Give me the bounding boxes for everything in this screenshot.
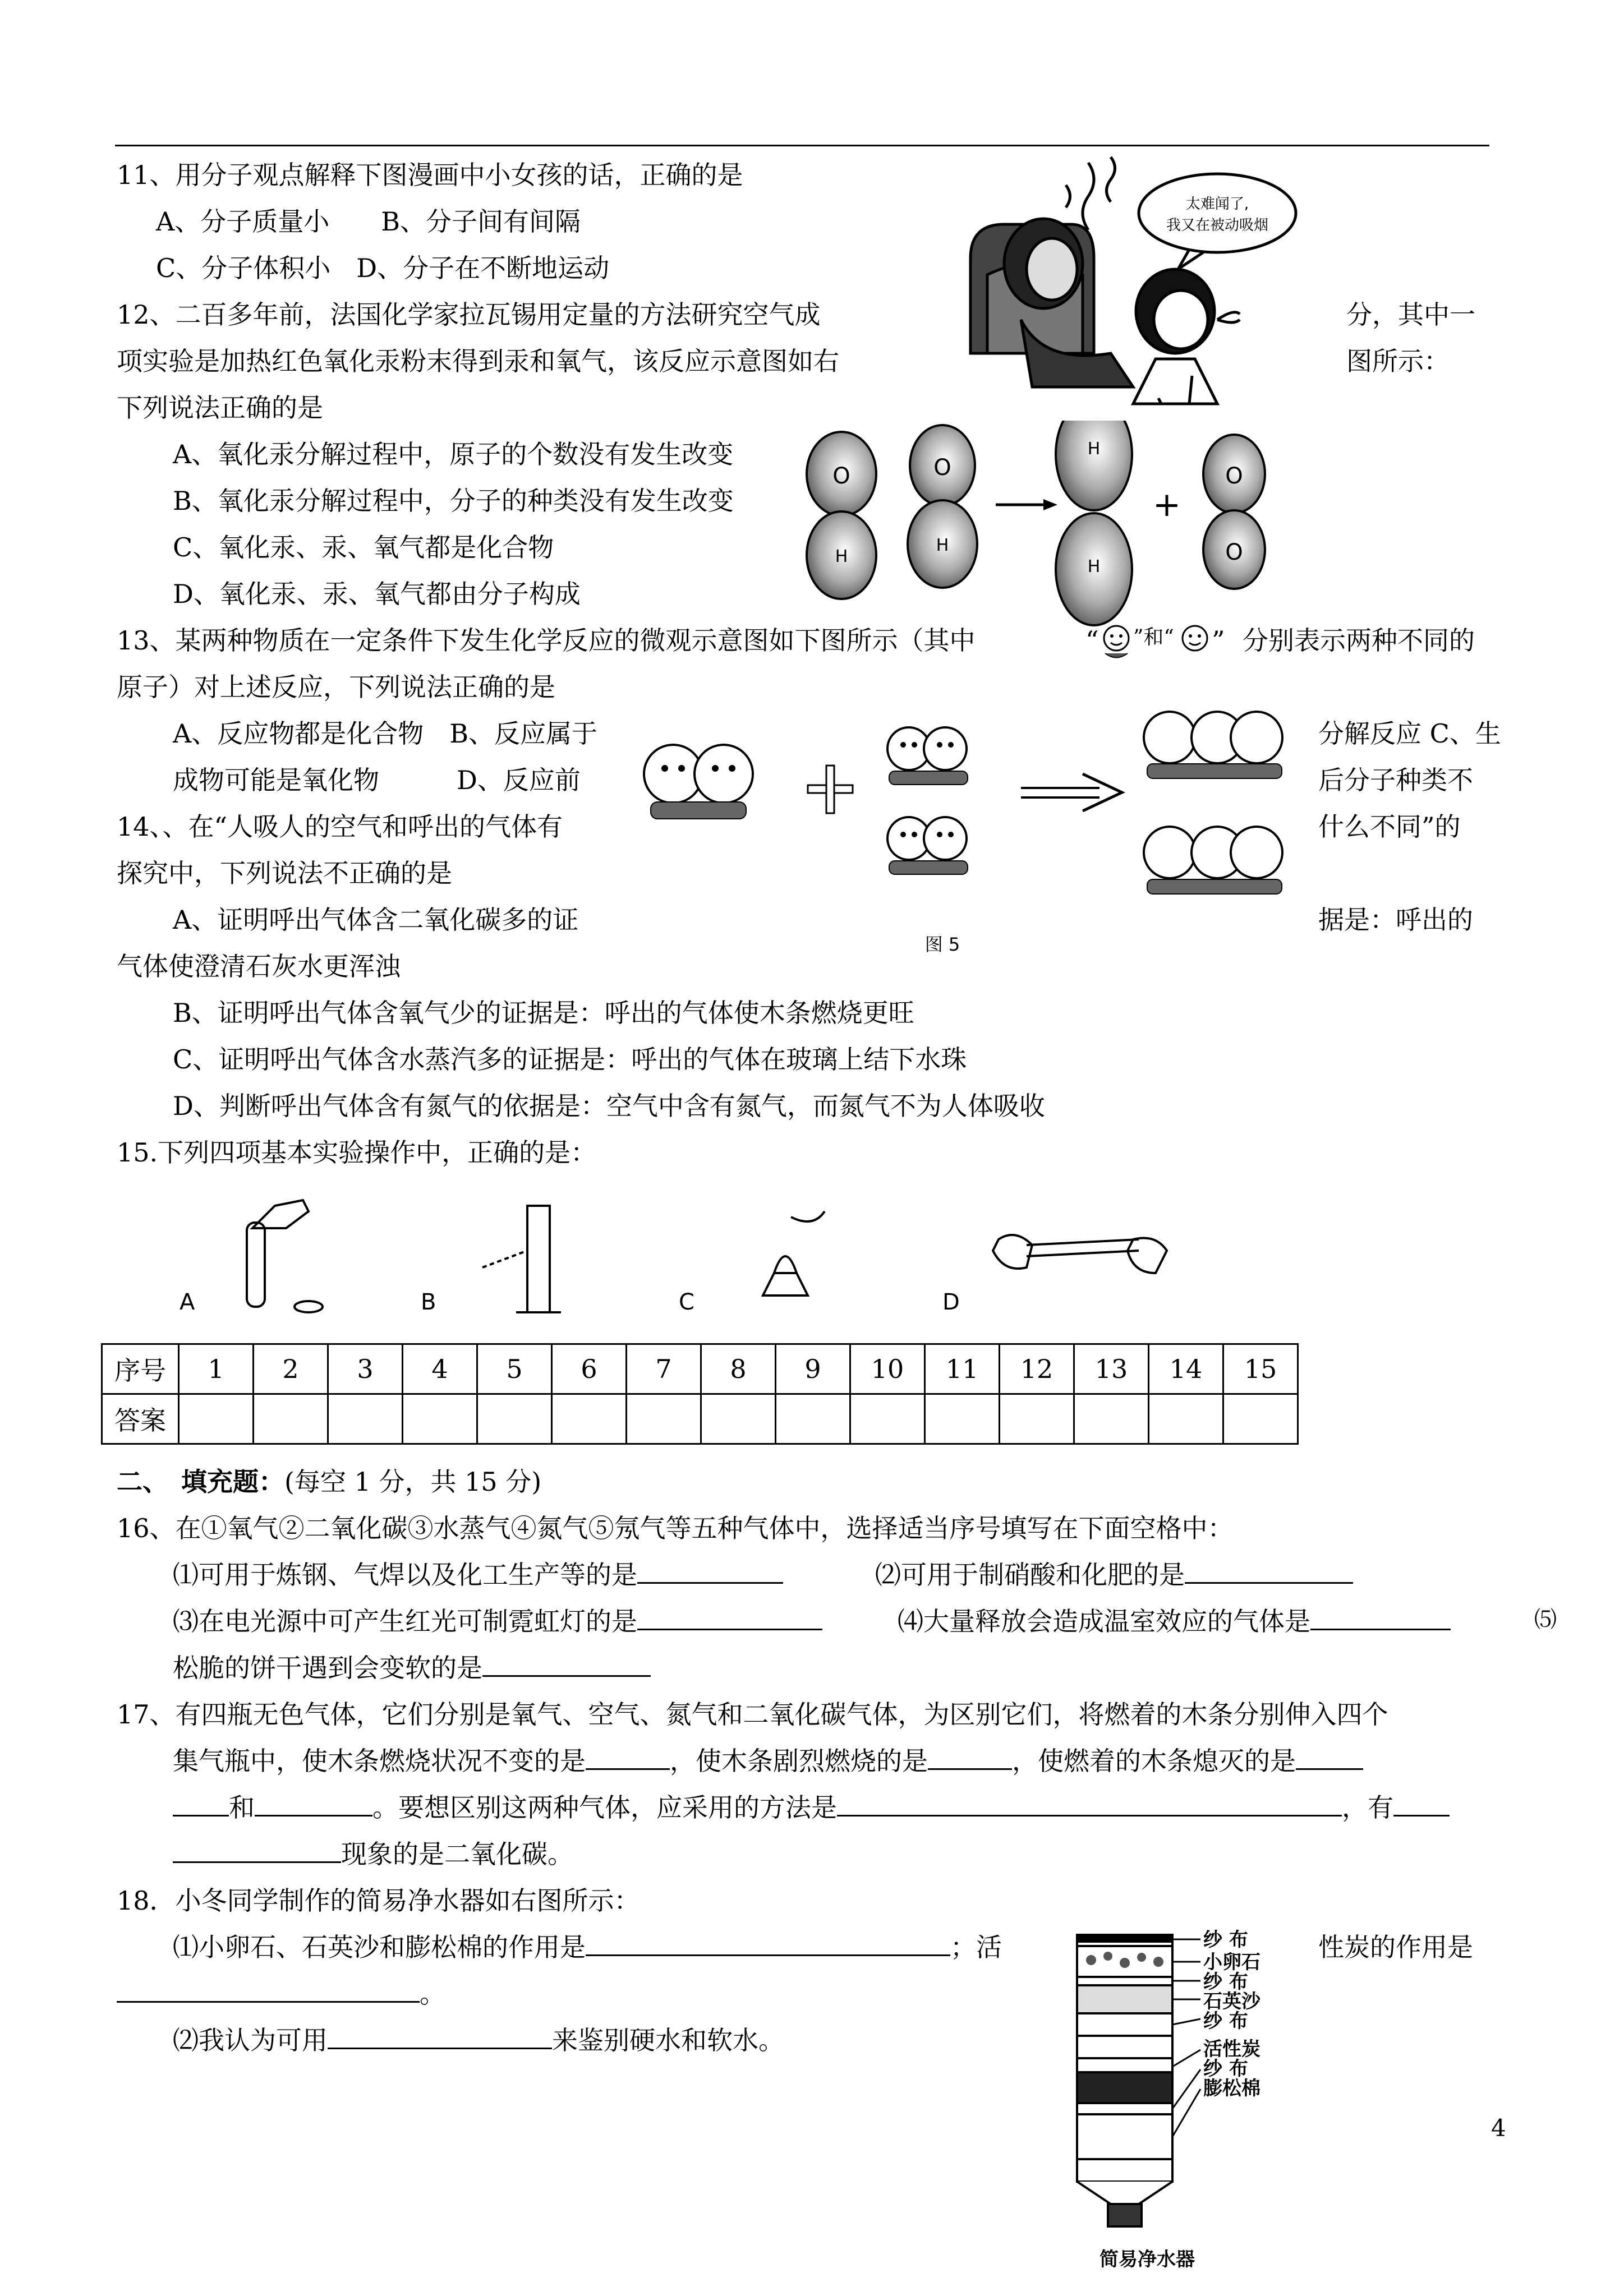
table-num: 8 xyxy=(701,1344,776,1394)
q14-stem-line2: 探究中，下列说法不正确的是 xyxy=(117,858,452,888)
answer-cell[interactable] xyxy=(701,1394,776,1444)
answer-cell[interactable] xyxy=(1149,1394,1223,1444)
filter-label: 石英沙 xyxy=(1203,1990,1260,2013)
answer-cell[interactable] xyxy=(1223,1394,1298,1444)
q14-option-d: D、判断呼出气体含有氮气的依据是：空气中含有氮气，而氮气不为人体吸收 xyxy=(173,1091,1045,1121)
q18-part1-cont xyxy=(117,1979,445,2009)
table-num: 14 xyxy=(1149,1344,1223,1394)
q14-option-b: B、证明呼出气体含氧气少的证据是：呼出的气体使木条燃烧更旺 xyxy=(173,998,914,1028)
table-num: 12 xyxy=(1000,1344,1074,1394)
q11-options-cd: C、分子体积小 D、分子在不断地运动 xyxy=(156,253,610,283)
q18-blank-3[interactable] xyxy=(328,2025,552,2049)
atom-label-h: H xyxy=(1087,439,1101,459)
q18-blank-1[interactable] xyxy=(586,1932,950,1956)
table-num: 13 xyxy=(1074,1344,1149,1394)
q17-line3-c: ，有 xyxy=(1342,1792,1393,1823)
q17-line2-a: 集气瓶中，使木条燃烧状况不变的是 xyxy=(173,1746,586,1776)
operation-label-a: A xyxy=(180,1289,195,1315)
operation-label-b: B xyxy=(421,1289,436,1315)
q17-line2-c: ，使燃着的木条熄灭的是 xyxy=(1012,1746,1296,1776)
answer-cell[interactable] xyxy=(776,1394,850,1444)
q16-part4-text: ⑷大量释放会造成温室效应的气体是 xyxy=(898,1606,1310,1636)
q12-stem-line3: 下列说法正确的是 xyxy=(117,393,323,423)
table-num: 15 xyxy=(1223,1344,1298,1394)
q13-mark-open: “ xyxy=(1085,625,1099,656)
q13-stem-line2: 原子）对上述反应，下列说法正确的是 xyxy=(117,672,555,702)
q15-stem: 15.下列四项基本实验操作中，正确的是： xyxy=(117,1137,597,1168)
filter-label: 纱 布 xyxy=(1203,2058,1248,2080)
water-filter-figure xyxy=(1066,1924,1346,2283)
q16-blank-2[interactable] xyxy=(1185,1560,1353,1584)
answer-cell[interactable] xyxy=(1000,1394,1074,1444)
q16-part5 xyxy=(173,1653,651,1684)
answer-cell[interactable] xyxy=(254,1394,328,1444)
q17-line4-text: 现象的是二氧化碳。 xyxy=(341,1839,573,1869)
q13-mark-close: ” xyxy=(1212,625,1225,656)
q12-option-a: A、氧化汞分解过程中，原子的个数没有发生改变 xyxy=(173,439,734,469)
q18-part1-end: 性炭的作用是 xyxy=(1318,1932,1473,1962)
q14-option-c: C、证明呼出气体含水蒸汽多的证据是：呼出的气体在玻璃上结下水珠 xyxy=(173,1044,967,1075)
q13-stem-line1: 13、某两种物质在一定条件下发生化学反应的微观示意图如下图所示（其中 xyxy=(117,625,976,656)
reaction-micro-diagram xyxy=(640,701,1313,953)
filter-title: 简易净水器 xyxy=(1099,2248,1195,2271)
q13-option-ab-end: 分解反应 C、生 xyxy=(1318,718,1501,749)
table-num: 4 xyxy=(403,1344,477,1394)
table-num: 10 xyxy=(850,1344,925,1394)
q14-stem-line1: 14、、在“人吸人的空气和呼出的气体有 xyxy=(117,812,563,842)
q16-blank-4[interactable] xyxy=(1310,1606,1451,1630)
q18-part1 xyxy=(173,1932,1002,1963)
q16-part1-text: ⑴可用于炼钢、气焊以及化工生产等的是 xyxy=(173,1560,637,1590)
q14-option-a-end: 据是：呼出的 xyxy=(1318,905,1473,935)
q12-stem-line1-end: 分，其中一 xyxy=(1346,299,1475,330)
q13-option-ab: A、反应物都是化合物 B、反应属于 xyxy=(173,718,598,749)
q12-option-d: D、氧化汞、汞、氧气都由分子构成 xyxy=(173,579,581,609)
q11-options-ab: A、分子质量小 B、分子间有间隔 xyxy=(156,206,581,237)
bubble-text-1: 太难闻了, xyxy=(1185,196,1249,213)
q12-stem-line2: 项实验是加热红色氧化汞粉末得到汞和氧气，该反应示意图如右 xyxy=(117,346,839,376)
table-num: 3 xyxy=(328,1344,403,1394)
q17-stem: 17、有四瓶无色气体，它们分别是氧气、空气、氮气和二氧化碳气体，为区别它们，将燃着的木条分别伸入四个 xyxy=(117,1699,1388,1730)
q16-blank-5[interactable] xyxy=(482,1653,651,1677)
table-num: 7 xyxy=(627,1344,701,1394)
q17-blank-6-cont[interactable] xyxy=(173,1839,341,1863)
operation-label-d: D xyxy=(942,1289,960,1315)
operation-label-c: C xyxy=(679,1289,694,1315)
q17-blank-3[interactable] xyxy=(1296,1746,1363,1770)
q16-part4 xyxy=(898,1606,1451,1637)
filter-label: 活性炭 xyxy=(1203,2038,1260,2060)
section2-title: 二、 填充题： xyxy=(117,1467,284,1497)
q17-blank-3-cont[interactable] xyxy=(173,1792,229,1816)
filter-label: 纱 布 xyxy=(1203,1929,1248,1951)
q13-mark-mid: ”和“ xyxy=(1133,626,1174,649)
table-num: 1 xyxy=(179,1344,254,1394)
answer-cell[interactable] xyxy=(1074,1394,1149,1444)
atom-label-o: O xyxy=(1225,540,1243,565)
table-num: 5 xyxy=(477,1344,552,1394)
answer-table xyxy=(101,1343,1299,1445)
q18-part1-b: ；活 xyxy=(950,1932,1002,1962)
answer-cell[interactable] xyxy=(850,1394,925,1444)
q12-option-b: B、氧化汞分解过程中，分子的种类没有发生改变 xyxy=(173,486,734,516)
q16-part1 xyxy=(173,1560,783,1590)
figure-label: 图 5 xyxy=(924,934,960,953)
atom-label-o: O xyxy=(933,455,951,481)
answer-cell[interactable] xyxy=(328,1394,403,1444)
q16-stem: 16、在①氧气②二氧化碳③水蒸气④氮气⑤氖气等五种气体中，选择适当序号填写在下面空格中： xyxy=(117,1513,1234,1543)
q16-blank-3[interactable] xyxy=(637,1606,822,1630)
q16-blank-1[interactable] xyxy=(637,1560,783,1584)
q17-blank-5[interactable] xyxy=(837,1792,1342,1816)
q13-option-cd: 成物可能是氧化物 D、反应前 xyxy=(173,765,581,795)
q14-option-a-cont: 气体使澄清石灰水更浑浊 xyxy=(117,951,401,981)
answer-cell[interactable] xyxy=(403,1394,477,1444)
bubble-text-2: 我又在被动吸烟 xyxy=(1166,217,1269,234)
atom-label-o: O xyxy=(832,463,850,489)
table-head-answer: 答案 xyxy=(102,1394,179,1444)
q18-part1-tail: 。 xyxy=(420,1979,445,2009)
atom-label-o: O xyxy=(1225,463,1243,489)
q16-part3-text: ⑶在电光源中可产生红光可制霓虹灯的是 xyxy=(173,1606,637,1636)
q17-line3 xyxy=(173,1792,1450,1823)
q16-part2 xyxy=(875,1560,1353,1590)
plus-sign: + xyxy=(1152,485,1181,524)
table-num: 9 xyxy=(776,1344,850,1394)
answer-cell[interactable] xyxy=(627,1394,701,1444)
filter-label: 小卵石 xyxy=(1203,1951,1260,1974)
q17-blank-6[interactable] xyxy=(1393,1792,1450,1816)
q12-stem-line1: 12、二百多年前，法国化学家拉瓦锡用定量的方法研究空气成 xyxy=(117,299,821,330)
q18-part1-text: ⑴小卵石、石英沙和膨松棉的作用是 xyxy=(173,1932,586,1962)
q17-line2 xyxy=(173,1746,1363,1777)
section2-note: (每空 1 分，共 15 分) xyxy=(284,1467,542,1497)
answer-cell[interactable] xyxy=(552,1394,627,1444)
table-head-number: 序号 xyxy=(102,1344,179,1394)
answer-cell[interactable] xyxy=(477,1394,552,1444)
atom-legend-icon-1 xyxy=(1099,623,1133,662)
table-num: 2 xyxy=(254,1344,328,1394)
q16-part5-text: 松脆的饼干遇到会变软的是 xyxy=(173,1653,482,1683)
header-rule xyxy=(115,145,1489,146)
q18-blank-2[interactable] xyxy=(117,1979,420,2003)
filter-label: 膨松棉 xyxy=(1203,2077,1260,2100)
q17-line3-a: 和 xyxy=(229,1792,255,1823)
q13-option-cd-end: 后分子种类不 xyxy=(1318,765,1473,795)
table-num: 6 xyxy=(552,1344,627,1394)
q18-part2-a: ⑵我认为可用 xyxy=(173,2025,328,2055)
q11-stem: 11、用分子观点解释下图漫画中小女孩的话，正确的是 xyxy=(117,160,743,190)
lab-operations-figure xyxy=(168,1195,1206,1329)
q17-line2-b: ，使木条剧烈燃烧的是 xyxy=(670,1746,928,1776)
answer-table-answer-row xyxy=(102,1394,1298,1444)
section2-heading xyxy=(117,1467,541,1497)
page-number: 4 xyxy=(1491,2114,1506,2142)
atom-legend-icon-2 xyxy=(1178,623,1212,662)
atom-label-h: H xyxy=(835,547,848,566)
q17-line4 xyxy=(173,1839,573,1870)
q18-part2 xyxy=(173,2025,784,2056)
q17-blank-2[interactable] xyxy=(928,1746,1012,1770)
q17-blank-1[interactable] xyxy=(586,1746,670,1770)
q14-option-a: A、证明呼出气体含二氧化碳多的证 xyxy=(173,905,579,935)
atom-label-h: H xyxy=(936,536,949,555)
q16-part3 xyxy=(173,1606,822,1637)
atom-label-h: H xyxy=(1087,557,1101,577)
q18-stem: 18．小冬同学制作的简易净水器如右图所示： xyxy=(117,1885,640,1916)
answer-cell[interactable] xyxy=(925,1394,1000,1444)
answer-cell[interactable] xyxy=(179,1394,254,1444)
table-num: 11 xyxy=(925,1344,1000,1394)
filter-label: 纱 布 xyxy=(1203,1971,1248,1993)
q13-stem-line1-end: 分别表示两种不同的 xyxy=(1243,625,1475,656)
q14-stem-line1-end: 什么不同”的 xyxy=(1318,812,1461,842)
q12-stem-line2-end: 图所示： xyxy=(1346,346,1450,376)
mercury-oxide-diagram xyxy=(797,421,1290,628)
q18-part2-b: 来鉴别硬水和软水。 xyxy=(552,2025,784,2055)
filter-label: 纱 布 xyxy=(1203,2010,1248,2032)
q16-part5-number: ⑸ xyxy=(1534,1607,1557,1633)
q16-part2-text: ⑵可用于制硝酸和化肥的是 xyxy=(875,1560,1185,1590)
answer-table-number-row xyxy=(102,1344,1298,1394)
q17-line3-b: 。要想区别这两种气体，应采用的方法是 xyxy=(372,1792,837,1823)
q17-blank-4[interactable] xyxy=(255,1792,372,1816)
q12-option-c: C、氧化汞、汞、氧气都是化合物 xyxy=(173,532,554,563)
